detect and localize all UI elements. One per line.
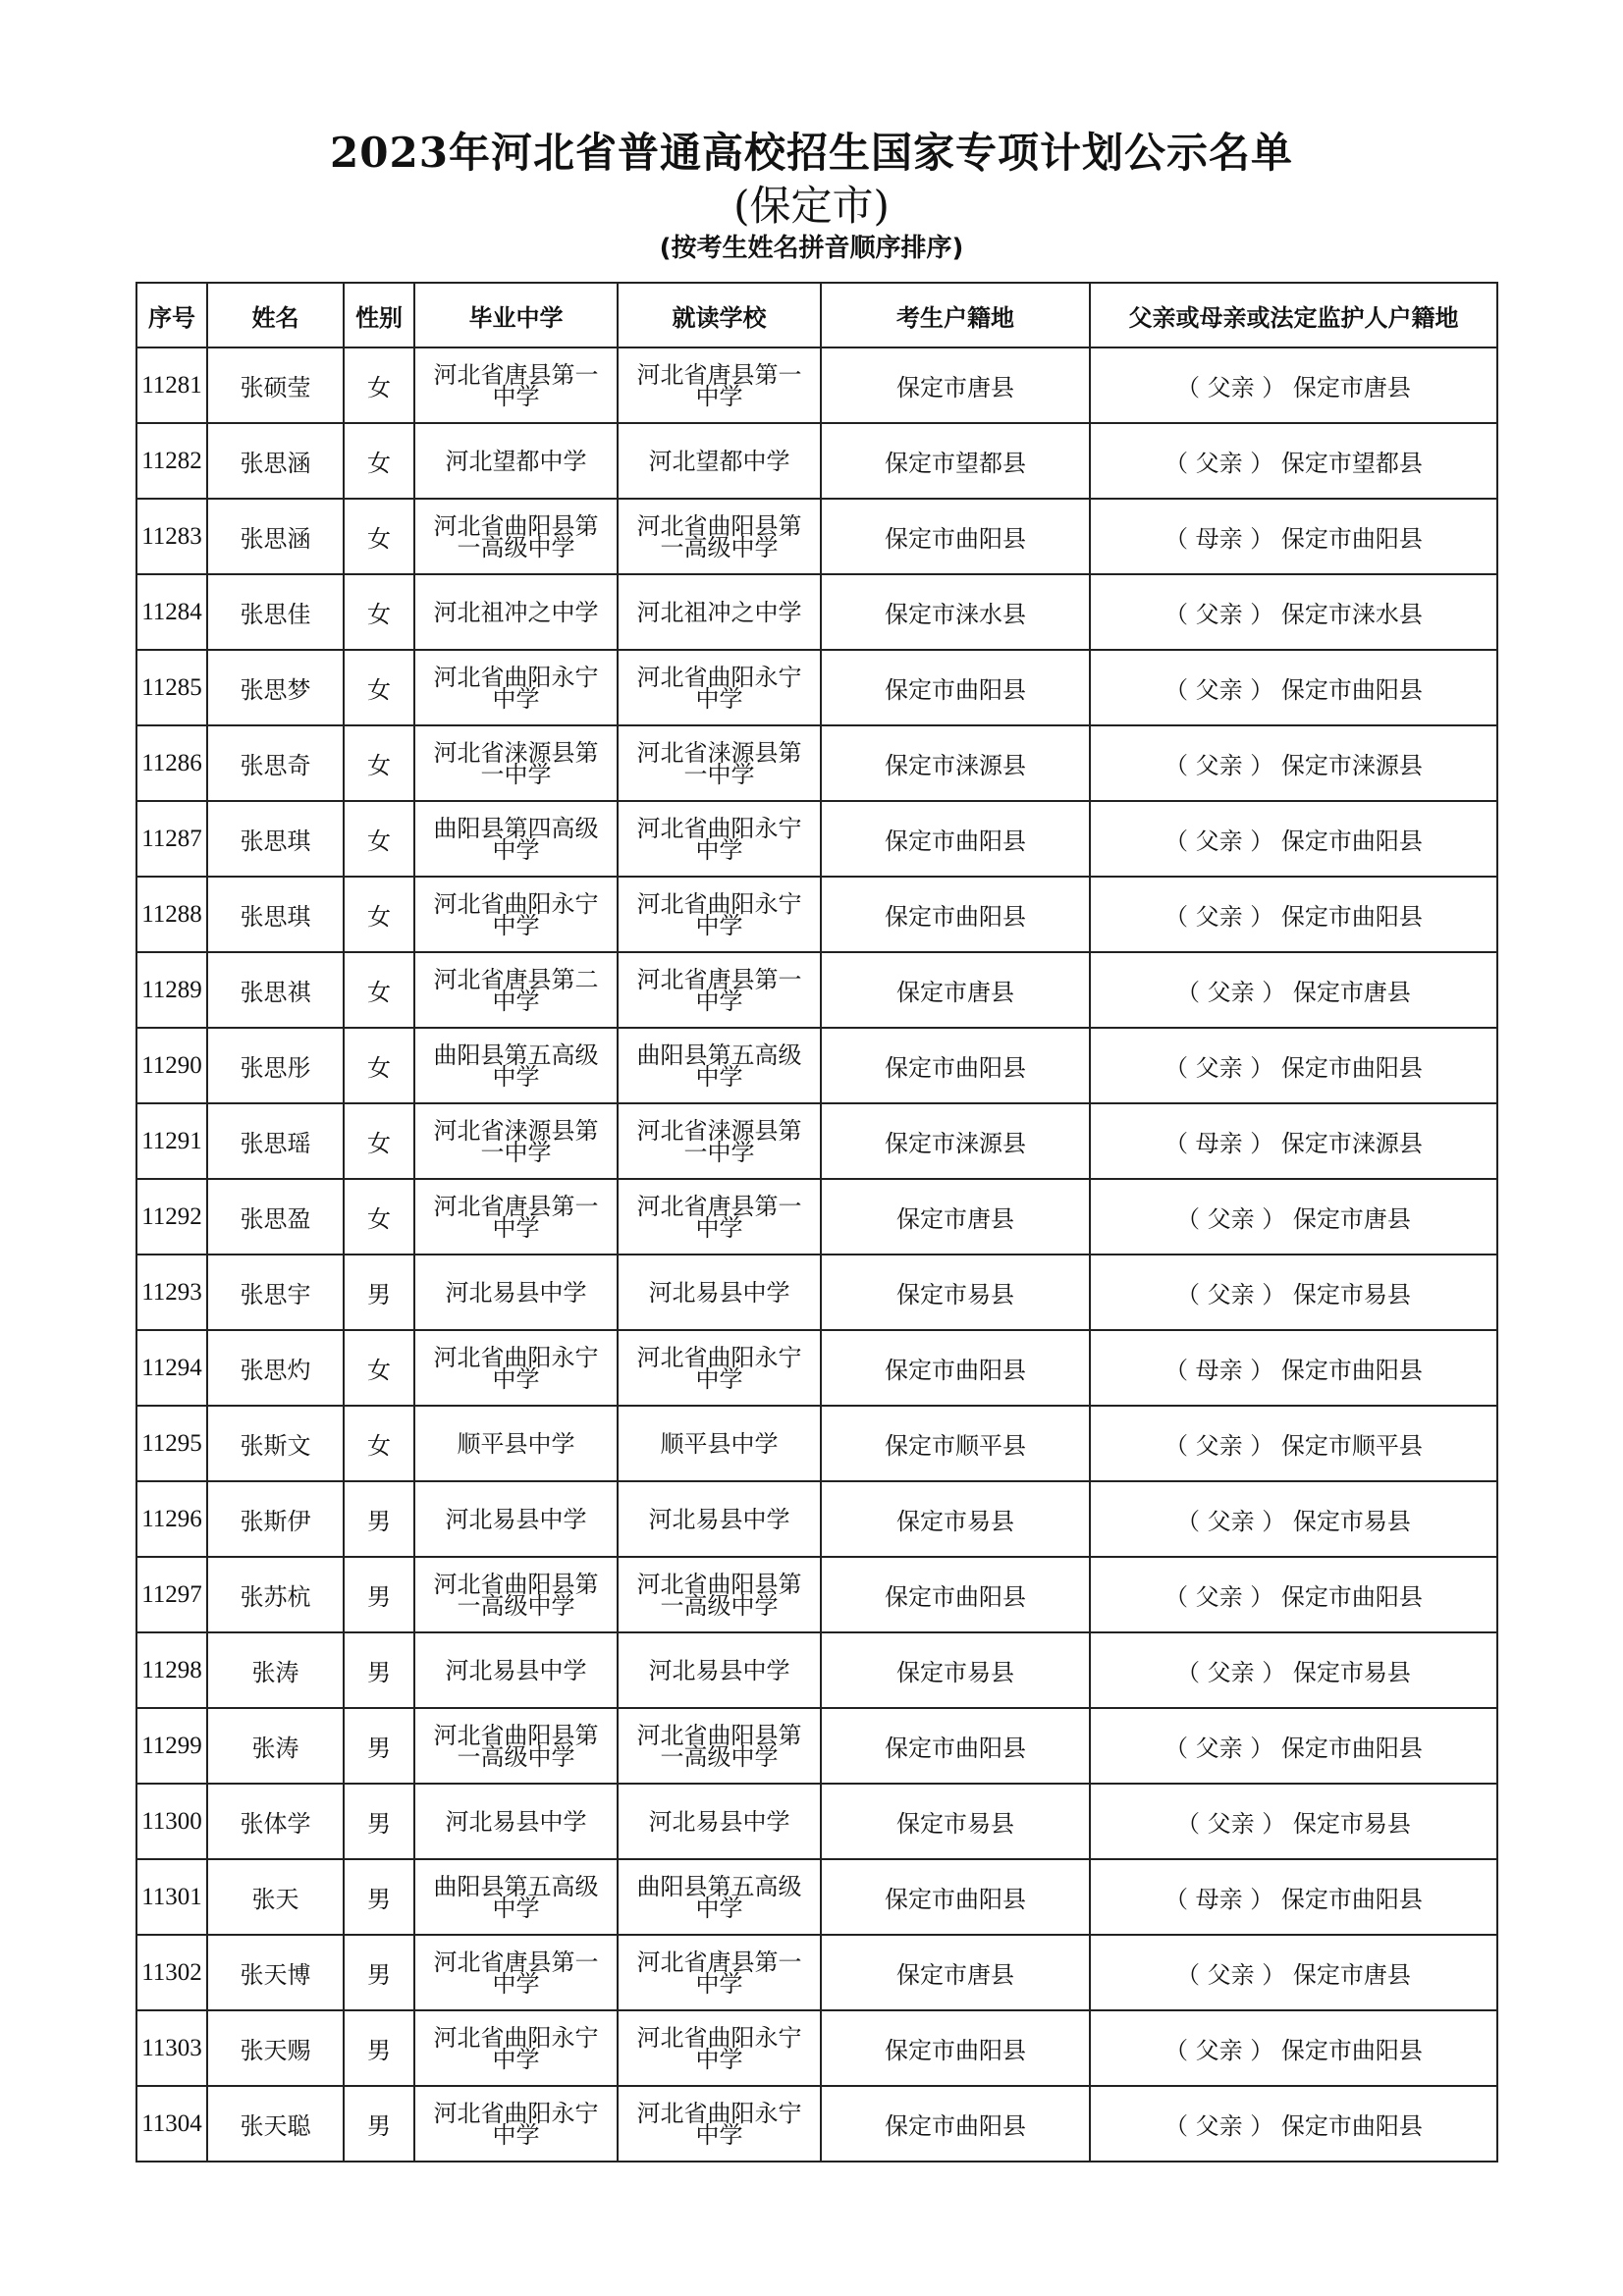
- cell-household-registration: 保定市曲阳县: [821, 499, 1090, 574]
- cell-household-registration: 保定市唐县: [821, 952, 1090, 1028]
- cell-graduation-school: [414, 1103, 618, 1179]
- school-name-text: 河北易县中学: [648, 1278, 790, 1307]
- cell-guardian-registration: （ 母亲 ） 保定市曲阳县: [1090, 1859, 1497, 1935]
- school-name-text: 河北易县中学: [648, 1656, 790, 1684]
- school-name-text: 河北省唐县第一中学: [636, 360, 802, 410]
- cell-gender: 女: [344, 574, 414, 650]
- header-gender: 性别: [344, 283, 414, 347]
- cell-gender: 女: [344, 877, 414, 952]
- cell-household-registration: 保定市唐县: [821, 347, 1090, 423]
- document-subtitle: (保定市): [733, 182, 890, 230]
- cell-seq: 11304: [136, 2086, 207, 2162]
- school-name-text: 曲阳县第五高级中学: [433, 1872, 599, 1922]
- cell-current-school: [618, 1859, 821, 1935]
- school-name-text: 河北省曲阳永宁中学: [636, 889, 802, 939]
- cell-current-school: [618, 952, 821, 1028]
- cell-gender: 男: [344, 1708, 414, 1784]
- cell-current-school: [618, 650, 821, 725]
- cell-name: 张思宇: [207, 1255, 344, 1330]
- table-row: [136, 1784, 1497, 1859]
- cell-graduation-school: [414, 1406, 618, 1481]
- school-name-text: 河北省曲阳县第一高级中学: [433, 1721, 599, 1771]
- cell-gender: 女: [344, 650, 414, 725]
- cell-guardian-registration: （ 父亲 ） 保定市曲阳县: [1090, 1557, 1497, 1632]
- cell-graduation-school: [414, 1708, 618, 1784]
- cell-seq: 11300: [136, 1784, 207, 1859]
- cell-gender: 男: [344, 1935, 414, 2010]
- cell-gender: 男: [344, 2010, 414, 2086]
- cell-guardian-registration: （ 父亲 ） 保定市曲阳县: [1090, 801, 1497, 877]
- school-name-text: 河北省涞源县第一中学: [636, 1116, 802, 1166]
- table-row: [136, 347, 1497, 423]
- header-name: 姓名: [207, 283, 344, 347]
- cell-seq: 11284: [136, 574, 207, 650]
- cell-current-school: [618, 1255, 821, 1330]
- cell-guardian-registration: （ 父亲 ） 保定市易县: [1090, 1255, 1497, 1330]
- cell-current-school: [618, 574, 821, 650]
- cell-current-school: [618, 2010, 821, 2086]
- table-row: [136, 952, 1497, 1028]
- cell-graduation-school: [414, 1632, 618, 1708]
- school-name-text: 河北省曲阳县第一高级中学: [636, 1721, 802, 1771]
- cell-current-school: [618, 2086, 821, 2162]
- table-row: [136, 650, 1497, 725]
- cell-graduation-school: [414, 1330, 618, 1406]
- cell-gender: 女: [344, 1028, 414, 1103]
- cell-current-school: [618, 801, 821, 877]
- cell-household-registration: 保定市顺平县: [821, 1406, 1090, 1481]
- cell-gender: 女: [344, 1330, 414, 1406]
- cell-graduation-school: [414, 1859, 618, 1935]
- school-name-text: 河北易县中学: [648, 1807, 790, 1836]
- cell-guardian-registration: （ 母亲 ） 保定市涞源县: [1090, 1103, 1497, 1179]
- cell-household-registration: 保定市涞源县: [821, 725, 1090, 801]
- cell-household-registration: 保定市曲阳县: [821, 1859, 1090, 1935]
- table-row: [136, 1557, 1497, 1632]
- school-name-text: 河北省曲阳永宁中学: [433, 889, 599, 939]
- cell-gender: 男: [344, 1784, 414, 1859]
- cell-guardian-registration: （ 父亲 ） 保定市易县: [1090, 1784, 1497, 1859]
- table-row: [136, 1179, 1497, 1255]
- school-name-text: 河北省曲阳永宁中学: [636, 2023, 802, 2073]
- cell-gender: 女: [344, 423, 414, 499]
- cell-name: 张天博: [207, 1935, 344, 2010]
- cell-gender: 男: [344, 1557, 414, 1632]
- cell-gender: 女: [344, 725, 414, 801]
- table-row: [136, 801, 1497, 877]
- school-name-text: 河北省曲阳永宁中学: [636, 1343, 802, 1393]
- school-name-text: 河北祖冲之中学: [433, 598, 599, 626]
- school-name-text: 河北望都中学: [648, 447, 790, 475]
- school-name-text: 河北省唐县第一中学: [636, 965, 802, 1015]
- table-row: [136, 1103, 1497, 1179]
- cell-guardian-registration: （ 父亲 ） 保定市涞源县: [1090, 725, 1497, 801]
- school-name-text: 河北省唐县第一中学: [433, 1192, 599, 1242]
- cell-name: 张思琪: [207, 801, 344, 877]
- cell-gender: 男: [344, 1632, 414, 1708]
- cell-current-school: [618, 1179, 821, 1255]
- school-name-text: 河北易县中学: [445, 1807, 587, 1836]
- cell-seq: 11283: [136, 499, 207, 574]
- school-name-text: 河北省曲阳县第一高级中学: [433, 1570, 599, 1620]
- cell-name: 张思奇: [207, 725, 344, 801]
- cell-current-school: [618, 1935, 821, 2010]
- table-row: [136, 2010, 1497, 2086]
- school-name-text: 河北省唐县第二中学: [433, 965, 599, 1015]
- cell-guardian-registration: （ 父亲 ） 保定市曲阳县: [1090, 877, 1497, 952]
- cell-graduation-school: [414, 347, 618, 423]
- cell-graduation-school: [414, 499, 618, 574]
- cell-name: 张思梦: [207, 650, 344, 725]
- cell-household-registration: 保定市唐县: [821, 1935, 1090, 2010]
- cell-name: 张天: [207, 1859, 344, 1935]
- cell-guardian-registration: （ 父亲 ） 保定市易县: [1090, 1632, 1497, 1708]
- cell-seq: 11298: [136, 1632, 207, 1708]
- table-row: [136, 2086, 1497, 2162]
- cell-gender: 男: [344, 2086, 414, 2162]
- cell-graduation-school: [414, 2086, 618, 2162]
- cell-gender: 女: [344, 1406, 414, 1481]
- cell-gender: 男: [344, 1859, 414, 1935]
- school-name-text: 河北省涞源县第一中学: [636, 738, 802, 788]
- cell-name: 张斯伊: [207, 1481, 344, 1557]
- table-row: [136, 1632, 1497, 1708]
- cell-name: 张思瑶: [207, 1103, 344, 1179]
- school-name-text: 河北易县中学: [445, 1278, 587, 1307]
- table-row: [136, 1028, 1497, 1103]
- cell-current-school: [618, 1784, 821, 1859]
- cell-household-registration: 保定市曲阳县: [821, 877, 1090, 952]
- cell-household-registration: 保定市曲阳县: [821, 1557, 1090, 1632]
- school-name-text: 河北省曲阳永宁中学: [433, 2023, 599, 2073]
- cell-household-registration: 保定市易县: [821, 1255, 1090, 1330]
- cell-seq: 11285: [136, 650, 207, 725]
- cell-graduation-school: [414, 725, 618, 801]
- school-name-text: 河北省曲阳县第一高级中学: [636, 511, 802, 561]
- cell-name: 张斯文: [207, 1406, 344, 1481]
- cell-gender: 女: [344, 952, 414, 1028]
- cell-name: 张思灼: [207, 1330, 344, 1406]
- cell-name: 张天聪: [207, 2086, 344, 2162]
- cell-gender: 女: [344, 1179, 414, 1255]
- cell-seq: 11295: [136, 1406, 207, 1481]
- cell-household-registration: 保定市涞水县: [821, 574, 1090, 650]
- cell-name: 张思盈: [207, 1179, 344, 1255]
- cell-guardian-registration: （ 父亲 ） 保定市易县: [1090, 1481, 1497, 1557]
- cell-name: 张思佳: [207, 574, 344, 650]
- header-household-registration: 考生户籍地: [821, 283, 1090, 347]
- table-row: [136, 725, 1497, 801]
- cell-name: 张思涵: [207, 499, 344, 574]
- roster-table: [135, 282, 1498, 2163]
- table-row: [136, 1859, 1497, 1935]
- cell-guardian-registration: （ 父亲 ） 保定市唐县: [1090, 952, 1497, 1028]
- cell-seq: 11281: [136, 347, 207, 423]
- cell-gender: 女: [344, 347, 414, 423]
- cell-graduation-school: [414, 650, 618, 725]
- school-name-text: 顺平县中学: [457, 1429, 575, 1458]
- cell-guardian-registration: （ 父亲 ） 保定市曲阳县: [1090, 1028, 1497, 1103]
- cell-seq: 11296: [136, 1481, 207, 1557]
- cell-graduation-school: [414, 1179, 618, 1255]
- cell-current-school: [618, 499, 821, 574]
- school-name-text: 河北省涞源县第一中学: [433, 738, 599, 788]
- cell-graduation-school: [414, 1028, 618, 1103]
- school-name-text: 河北省曲阳永宁中学: [636, 663, 802, 713]
- school-name-text: 河北省曲阳县第一高级中学: [433, 511, 599, 561]
- cell-gender: 女: [344, 499, 414, 574]
- cell-current-school: [618, 1708, 821, 1784]
- cell-guardian-registration: （ 母亲 ） 保定市曲阳县: [1090, 1330, 1497, 1406]
- cell-seq: 11292: [136, 1179, 207, 1255]
- cell-gender: 女: [344, 801, 414, 877]
- table-row: [136, 1708, 1497, 1784]
- table-row: [136, 423, 1497, 499]
- cell-current-school: [618, 347, 821, 423]
- cell-graduation-school: [414, 1557, 618, 1632]
- school-name-text: 曲阳县第五高级中学: [636, 1872, 802, 1922]
- cell-current-school: [618, 1330, 821, 1406]
- cell-household-registration: 保定市唐县: [821, 1179, 1090, 1255]
- cell-name: 张思彤: [207, 1028, 344, 1103]
- sort-note: (按考生姓名拼音顺序排序): [659, 234, 964, 263]
- school-name-text: 河北省曲阳永宁中学: [636, 2099, 802, 2149]
- cell-household-registration: 保定市曲阳县: [821, 650, 1090, 725]
- table-row: [136, 1330, 1497, 1406]
- cell-household-registration: 保定市易县: [821, 1481, 1090, 1557]
- cell-current-school: [618, 1557, 821, 1632]
- cell-graduation-school: [414, 877, 618, 952]
- table-row: [136, 1406, 1497, 1481]
- cell-household-registration: 保定市曲阳县: [821, 1708, 1090, 1784]
- cell-household-registration: 保定市曲阳县: [821, 1330, 1090, 1406]
- school-name-text: 顺平县中学: [660, 1429, 779, 1458]
- school-name-text: 河北省曲阳县第一高级中学: [636, 1570, 802, 1620]
- cell-household-registration: 保定市易县: [821, 1632, 1090, 1708]
- school-name-text: 河北望都中学: [445, 447, 587, 475]
- document-title: 2023年河北省普通高校招生国家专项计划公示名单: [330, 129, 1293, 177]
- table-row: [136, 1481, 1497, 1557]
- school-name-text: 河北省曲阳永宁中学: [433, 2099, 599, 2149]
- school-name-text: 河北省曲阳永宁中学: [433, 663, 599, 713]
- header-graduation-school: 毕业中学: [414, 283, 618, 347]
- school-name-text: 曲阳县第四高级中学: [433, 814, 599, 864]
- cell-seq: 11288: [136, 877, 207, 952]
- school-name-text: 河北易县中学: [648, 1505, 790, 1533]
- cell-seq: 11301: [136, 1859, 207, 1935]
- cell-graduation-school: [414, 1255, 618, 1330]
- cell-name: 张思涵: [207, 423, 344, 499]
- cell-graduation-school: [414, 1481, 618, 1557]
- cell-seq: 11294: [136, 1330, 207, 1406]
- table-row: [136, 574, 1497, 650]
- cell-graduation-school: [414, 1784, 618, 1859]
- cell-guardian-registration: （ 父亲 ） 保定市唐县: [1090, 1935, 1497, 2010]
- table-row: [136, 877, 1497, 952]
- cell-household-registration: 保定市曲阳县: [821, 801, 1090, 877]
- cell-current-school: [618, 877, 821, 952]
- cell-name: 张思祺: [207, 952, 344, 1028]
- school-name-text: 河北省曲阳永宁中学: [636, 814, 802, 864]
- cell-name: 张体学: [207, 1784, 344, 1859]
- school-name-text: 河北易县中学: [445, 1505, 587, 1533]
- school-name-text: 河北省唐县第一中学: [636, 1948, 802, 1998]
- cell-gender: 男: [344, 1481, 414, 1557]
- cell-graduation-school: [414, 423, 618, 499]
- cell-graduation-school: [414, 1935, 618, 2010]
- table-row: [136, 1935, 1497, 2010]
- cell-current-school: [618, 1406, 821, 1481]
- cell-name: 张思琪: [207, 877, 344, 952]
- cell-gender: 女: [344, 1103, 414, 1179]
- table-header-row: [136, 283, 1497, 347]
- cell-guardian-registration: （ 父亲 ） 保定市唐县: [1090, 347, 1497, 423]
- table-row: [136, 499, 1497, 574]
- cell-current-school: [618, 1632, 821, 1708]
- cell-household-registration: 保定市涞源县: [821, 1103, 1090, 1179]
- cell-seq: 11297: [136, 1557, 207, 1632]
- header-guardian-registration: 父亲或母亲或法定监护人户籍地: [1090, 283, 1497, 347]
- cell-graduation-school: [414, 574, 618, 650]
- header-current-school: 就读学校: [618, 283, 821, 347]
- cell-graduation-school: [414, 2010, 618, 2086]
- cell-name: 张涛: [207, 1632, 344, 1708]
- school-name-text: 河北祖冲之中学: [636, 598, 802, 626]
- school-name-text: 河北易县中学: [445, 1656, 587, 1684]
- cell-household-registration: 保定市曲阳县: [821, 1028, 1090, 1103]
- cell-name: 张硕莹: [207, 347, 344, 423]
- cell-seq: 11299: [136, 1708, 207, 1784]
- cell-guardian-registration: （ 父亲 ） 保定市曲阳县: [1090, 2086, 1497, 2162]
- school-name-text: 曲阳县第五高级中学: [636, 1041, 802, 1091]
- header-seq: 序号: [136, 283, 207, 347]
- cell-seq: 11290: [136, 1028, 207, 1103]
- cell-seq: 11287: [136, 801, 207, 877]
- cell-graduation-school: [414, 801, 618, 877]
- cell-current-school: [618, 725, 821, 801]
- cell-guardian-registration: （ 父亲 ） 保定市望都县: [1090, 423, 1497, 499]
- cell-guardian-registration: （ 父亲 ） 保定市曲阳县: [1090, 1708, 1497, 1784]
- cell-current-school: [618, 1103, 821, 1179]
- cell-guardian-registration: （ 父亲 ） 保定市唐县: [1090, 1179, 1497, 1255]
- school-name-text: 河北省涞源县第一中学: [433, 1116, 599, 1166]
- cell-gender: 男: [344, 1255, 414, 1330]
- cell-name: 张天赐: [207, 2010, 344, 2086]
- school-name-text: 曲阳县第五高级中学: [433, 1041, 599, 1091]
- cell-seq: 11286: [136, 725, 207, 801]
- cell-seq: 11303: [136, 2010, 207, 2086]
- cell-guardian-registration: （ 父亲 ） 保定市曲阳县: [1090, 2010, 1497, 2086]
- school-name-text: 河北省唐县第一中学: [433, 360, 599, 410]
- cell-seq: 11291: [136, 1103, 207, 1179]
- school-name-text: 河北省曲阳永宁中学: [433, 1343, 599, 1393]
- cell-guardian-registration: （ 父亲 ） 保定市涞水县: [1090, 574, 1497, 650]
- cell-seq: 11293: [136, 1255, 207, 1330]
- cell-guardian-registration: （ 母亲 ） 保定市曲阳县: [1090, 499, 1497, 574]
- cell-household-registration: 保定市易县: [821, 1784, 1090, 1859]
- cell-seq: 11289: [136, 952, 207, 1028]
- cell-guardian-registration: （ 父亲 ） 保定市顺平县: [1090, 1406, 1497, 1481]
- cell-seq: 11282: [136, 423, 207, 499]
- cell-seq: 11302: [136, 1935, 207, 2010]
- table-row: [136, 1255, 1497, 1330]
- cell-name: 张苏杭: [207, 1557, 344, 1632]
- cell-guardian-registration: （ 父亲 ） 保定市曲阳县: [1090, 650, 1497, 725]
- cell-current-school: [618, 423, 821, 499]
- cell-household-registration: 保定市曲阳县: [821, 2010, 1090, 2086]
- school-name-text: 河北省唐县第一中学: [636, 1192, 802, 1242]
- cell-current-school: [618, 1028, 821, 1103]
- cell-household-registration: 保定市望都县: [821, 423, 1090, 499]
- school-name-text: 河北省唐县第一中学: [433, 1948, 599, 1998]
- cell-graduation-school: [414, 952, 618, 1028]
- cell-name: 张涛: [207, 1708, 344, 1784]
- cell-current-school: [618, 1481, 821, 1557]
- cell-household-registration: 保定市曲阳县: [821, 2086, 1090, 2162]
